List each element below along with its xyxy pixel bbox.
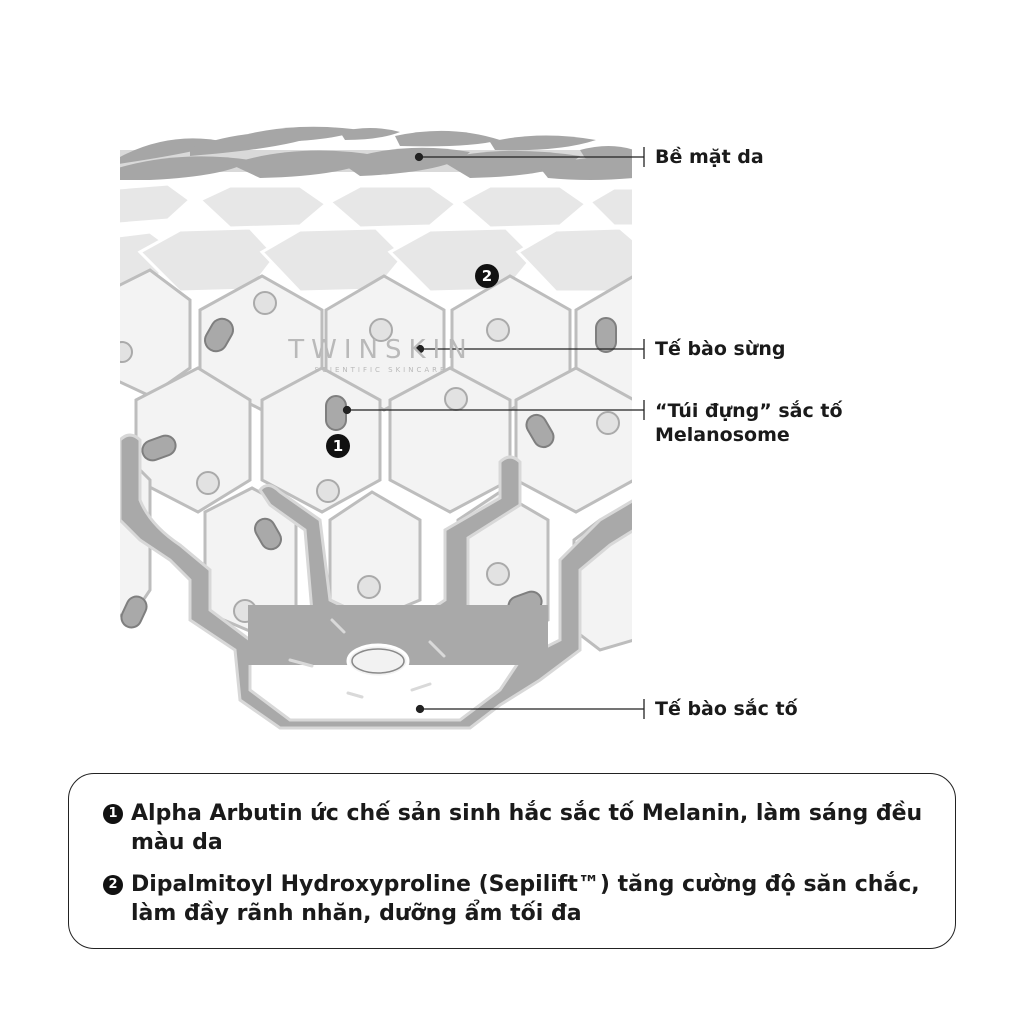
info-text-2: Dipalmitoyl Hydroxyproline (Sepilift™) tăng cường độ săn chắc, làm đầy rãnh nhăn, dưỡng ẩm tối đa bbox=[131, 872, 920, 926]
label-melanosome-name: Melanosome bbox=[655, 424, 790, 446]
info-number-2-badge: 2 bbox=[103, 875, 123, 895]
stratum-layer bbox=[118, 184, 634, 292]
info-item-1 bbox=[103, 799, 927, 857]
watermark-tagline: SCIENTIFIC SKINCARE bbox=[314, 366, 448, 374]
label-melanocyte: Tế bào sắc tố bbox=[655, 698, 798, 720]
marker-2-badge: 2 bbox=[475, 264, 499, 288]
info-number-1-badge: 1 bbox=[103, 804, 123, 824]
info-text-1: Alpha Arbutin ức chế sản sinh hắc sắc tố Melanin, làm sáng đều màu da bbox=[131, 801, 923, 855]
brand-watermark bbox=[286, 337, 476, 375]
watermark-brand: TWINSKIN bbox=[288, 335, 474, 365]
skin-surface-layer bbox=[118, 127, 634, 180]
label-keratinocyte: Tế bào sừng bbox=[655, 338, 786, 360]
label-melanosome: “Túi đựng” sắc tố bbox=[655, 400, 843, 422]
label-skin-surface: Bề mặt da bbox=[655, 146, 764, 168]
marker-1-badge: 1 bbox=[326, 434, 350, 458]
info-item-2 bbox=[103, 870, 927, 928]
ingredient-info-box bbox=[68, 773, 956, 949]
